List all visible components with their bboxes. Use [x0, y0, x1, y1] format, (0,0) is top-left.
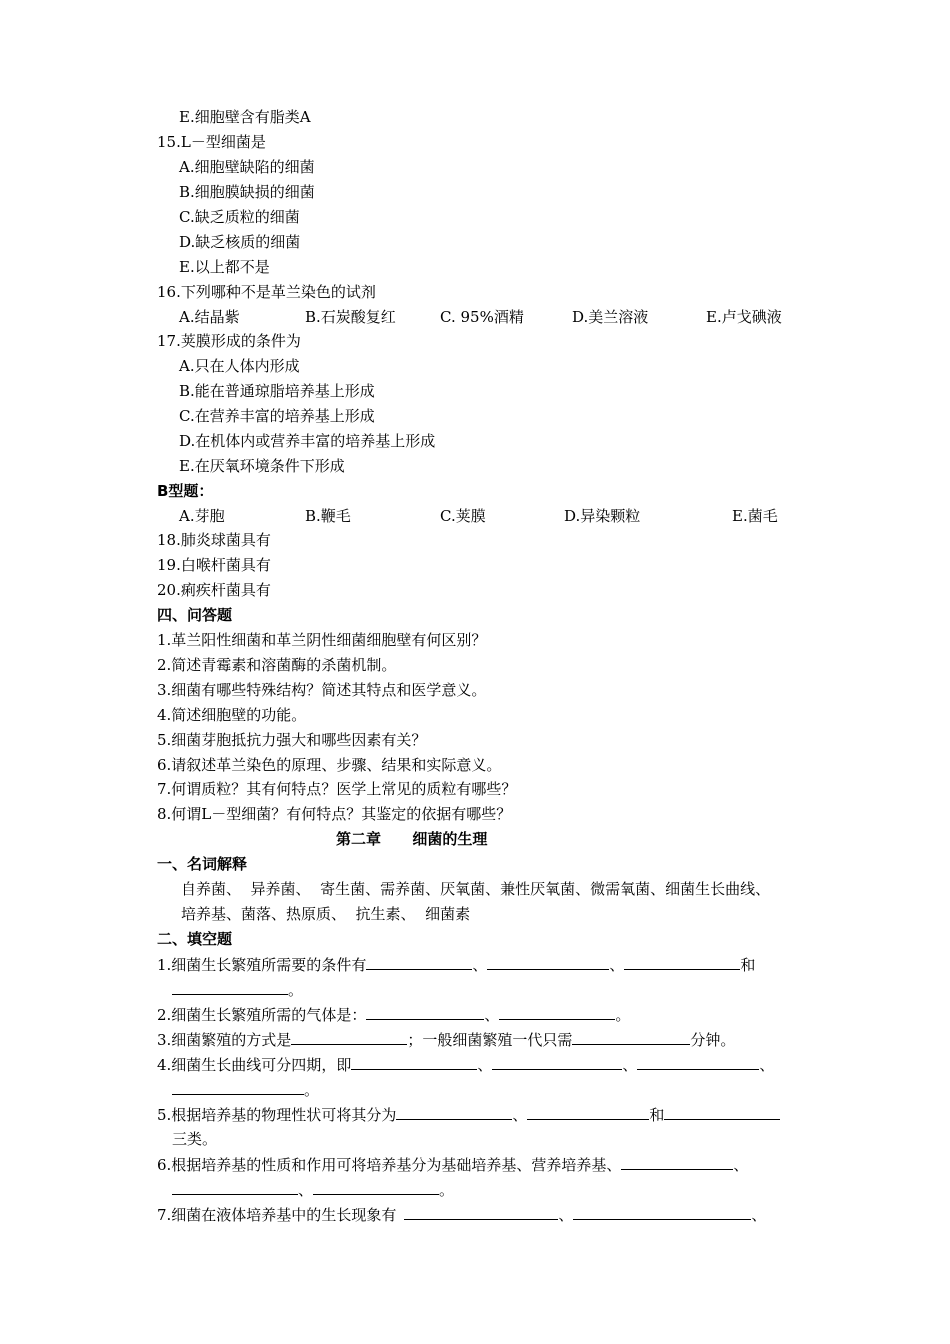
qa-question-5: 5.细菌芽胞抵抗力强大和哪些因素有关？: [157, 731, 427, 749]
period: 。: [439, 1181, 455, 1199]
fill-q3-text: 3.细菌繁殖的方式是: [157, 1031, 292, 1049]
fill-q5-blank-1[interactable]: [396, 1104, 512, 1120]
fill-q1-blank-1[interactable]: [366, 954, 472, 970]
q16-option-c: C. 95%酒精: [440, 308, 524, 326]
q16-stem: 16.下列哪种不是革兰染色的试剂: [157, 283, 376, 301]
b-type-option-e: E.菌毛: [732, 507, 778, 525]
period: 。: [288, 981, 304, 999]
question-18: 18.肺炎球菌具有: [157, 531, 271, 549]
fill-q5-blank-2[interactable]: [527, 1104, 649, 1120]
fill-question-7: [157, 1204, 766, 1225]
fill-question-3: [157, 1029, 735, 1050]
qa-question-4: 4.简述细胞壁的功能。: [157, 706, 307, 724]
fill-q4-blank-3[interactable]: [637, 1054, 759, 1070]
b-type-option-b: B.鞭毛: [305, 507, 351, 525]
section1-heading: 一、名词解释: [157, 855, 248, 873]
fill-question-2: [157, 1004, 630, 1025]
q17-option-b: B.能在普通琼脂培养基上形成: [179, 382, 375, 400]
fill-q4-blank-4[interactable]: [172, 1079, 304, 1095]
fill-question-6: [157, 1154, 748, 1175]
fill-q7-text: 7.细菌在液体培养基中的生长现象有: [157, 1206, 397, 1224]
fill-question-5: [157, 1104, 780, 1125]
separator: 、: [751, 1206, 767, 1224]
q15-stem: 15.L－型细菌是: [157, 133, 266, 151]
fill-q3-mid: ；一般细菌繁殖一代只需: [407, 1031, 573, 1049]
fill-q3-blank-2[interactable]: [572, 1029, 690, 1045]
separator: 、: [622, 1056, 638, 1074]
fill-q4-blank-1[interactable]: [351, 1054, 477, 1070]
period: 。: [304, 1081, 320, 1099]
fill-q7-blank-2[interactable]: [573, 1204, 751, 1220]
fill-q1-blank-2[interactable]: [487, 954, 609, 970]
q14-option-e: E.细胞壁含有脂类A: [179, 108, 311, 126]
separator: 、: [609, 956, 625, 974]
fill-q6-text: 6.根据培养基的性质和作用可将培养基分为基础培养基、营养培养基、: [157, 1156, 622, 1174]
qa-question-7: 7.何谓质粒？其有何特点？医学上常见的质粒有哪些？: [157, 780, 517, 798]
qa-question-3: 3.细菌有哪些特殊结构？简述其特点和医学意义。: [157, 681, 487, 699]
separator: 、: [298, 1181, 314, 1199]
separator: 、: [733, 1156, 749, 1174]
fill-q4-blank-2[interactable]: [492, 1054, 622, 1070]
q16-option-d: D.美兰溶液: [572, 308, 649, 326]
separator: 、: [472, 956, 488, 974]
fill-question-4: [157, 1054, 774, 1075]
qa-question-1: 1.革兰阳性细菌和革兰阴性细菌细胞壁有何区别？: [157, 631, 487, 649]
question-20: 20.痢疾杆菌具有: [157, 581, 271, 599]
fill-question-5-cont: 三类。: [172, 1130, 218, 1148]
separator: 、: [512, 1106, 528, 1124]
fill-q6-blank-2[interactable]: [172, 1179, 298, 1195]
b-type-option-a: A.芽胞: [179, 507, 225, 525]
b-type-heading: B型题：: [157, 482, 214, 500]
separator: 、: [477, 1056, 493, 1074]
b-type-option-c: C.荚膜: [440, 507, 486, 525]
qa-question-6: 6.请叙述革兰染色的原理、步骤、结果和实际意义。: [157, 756, 502, 774]
chapter2-title: 第二章 细菌的生理: [336, 830, 488, 848]
fill-q2-blank-2[interactable]: [499, 1004, 615, 1020]
q16-option-a: A.结晶紫: [179, 308, 240, 326]
fill-q1-blank-3[interactable]: [624, 954, 740, 970]
and-text: 和: [740, 956, 756, 974]
section2-heading: 二、填空题: [157, 930, 233, 948]
fill-q6-blank-3[interactable]: [313, 1179, 439, 1195]
fill-q4-text: 4.细菌生长曲线可分四期，即: [157, 1056, 352, 1074]
q17-option-c: C.在营养丰富的培养基上形成: [179, 407, 375, 425]
question-19: 19.白喉杆菌具有: [157, 556, 271, 574]
fill-q1-blank-4[interactable]: [172, 979, 288, 995]
separator: 、: [484, 1006, 500, 1024]
q17-option-e: E.在厌氧环境条件下形成: [179, 457, 345, 475]
q16-option-b: B.石炭酸复红: [305, 308, 396, 326]
fill-q2-blank-1[interactable]: [366, 1004, 484, 1020]
fill-question-1: [157, 954, 755, 975]
fill-q3-end: 分钟。: [690, 1031, 736, 1049]
q15-option-e: E.以上都不是: [179, 258, 270, 276]
q15-option-d: D.缺乏核质的细菌: [179, 233, 301, 251]
qa-question-8: 8.何谓L－型细菌？有何特点？其鉴定的依据有哪些？: [157, 805, 512, 823]
qa-question-2: 2.简述青霉素和溶菌酶的杀菌机制。: [157, 656, 397, 674]
period: 。: [615, 1006, 631, 1024]
fill-q6-blank-1[interactable]: [621, 1154, 733, 1170]
q15-option-c: C.缺乏质粒的细菌: [179, 208, 300, 226]
separator: 、: [759, 1056, 775, 1074]
fill-q7-blank-1[interactable]: [404, 1204, 558, 1220]
terms-line-1: 自养菌、 异养菌、 寄生菌、需养菌、厌氧菌、兼性厌氧菌、微需氧菌、细菌生长曲线、: [181, 880, 771, 898]
fill-q3-blank-1[interactable]: [291, 1029, 407, 1045]
q15-option-b: B.细胞膜缺损的细菌: [179, 183, 315, 201]
q16-option-e: E.卢戈碘液: [706, 308, 782, 326]
fill-q1-text: 1.细菌生长繁殖所需要的条件有: [157, 956, 367, 974]
q17-option-a: A.只在人体内形成: [179, 357, 300, 375]
fill-question-6-cont: [172, 1179, 454, 1200]
fill-question-4-cont: [172, 1079, 319, 1100]
q17-stem: 17.荚膜形成的条件为: [157, 332, 301, 350]
fill-q5-text: 5.根据培养基的物理性状可将其分为: [157, 1106, 397, 1124]
fill-q5-blank-3[interactable]: [664, 1104, 780, 1120]
and-text: 和: [649, 1106, 665, 1124]
section4-heading: 四、问答题: [157, 606, 233, 624]
terms-line-2: 培养基、菌落、热原质、 抗生素、 细菌素: [181, 905, 471, 923]
fill-question-1-cont: [172, 979, 303, 1000]
b-type-option-d: D.异染颗粒: [564, 507, 641, 525]
separator: 、: [558, 1206, 574, 1224]
q15-option-a: A.细胞壁缺陷的细菌: [179, 158, 315, 176]
q17-option-d: D.在机体内或营养丰富的培养基上形成: [179, 432, 436, 450]
fill-q2-text: 2.细菌生长繁殖所需的气体是：: [157, 1006, 367, 1024]
